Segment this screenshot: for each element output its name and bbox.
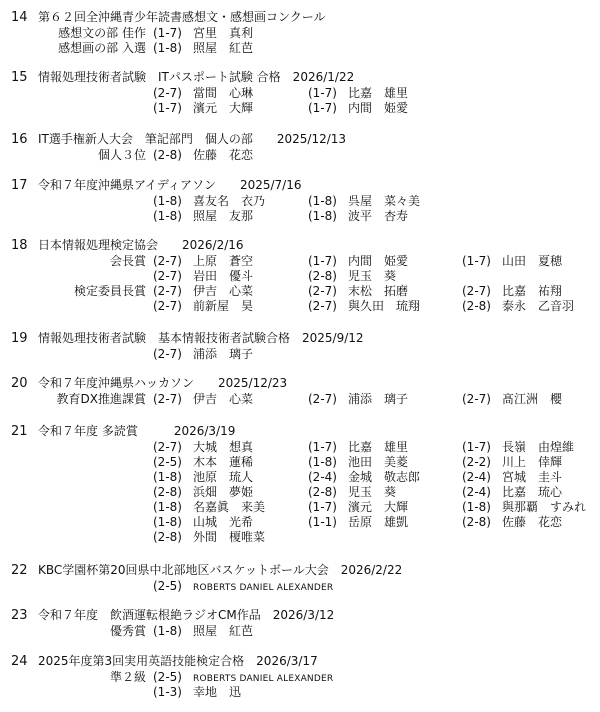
student-entry: [308, 440, 408, 455]
student-entry: [153, 41, 253, 56]
section-number: 14: [11, 10, 28, 25]
section-header: [0, 238, 600, 254]
student-entry: [153, 26, 253, 41]
student-name: 呉屋 菜々美: [348, 194, 421, 208]
student-name: 照屋 友那: [193, 209, 254, 223]
section-number: 20: [11, 376, 28, 391]
student-entry: [153, 194, 265, 209]
award-section: [0, 424, 600, 545]
award-row: [0, 254, 600, 269]
class-code: (2-8): [462, 299, 491, 313]
class-code: (2-7): [153, 269, 182, 283]
student-entry: [153, 392, 253, 407]
student-name: 照屋 紅芭: [193, 41, 254, 55]
section-number: 16: [11, 132, 28, 147]
student-entry: [462, 392, 562, 407]
class-code: (1-7): [462, 440, 491, 454]
section-title: 第６２回全沖縄青少年読書感想文・感想画コンクール: [38, 10, 326, 24]
award-section: [0, 654, 600, 700]
class-code: (2-7): [153, 440, 182, 454]
award-row: [0, 500, 600, 515]
award-row: [0, 347, 600, 362]
student-entry: [308, 392, 408, 407]
class-code: (1-8): [153, 41, 182, 55]
student-name: 髙江洲 櫻: [502, 392, 563, 406]
student-entry: [462, 440, 574, 455]
class-code: (2-4): [462, 485, 491, 499]
student-entry: [308, 209, 408, 224]
award-label: 検定委員長賞: [73, 284, 146, 298]
award-row: [0, 455, 600, 470]
student-entry: [153, 485, 253, 500]
award-section: [0, 238, 600, 314]
class-code: (1-7): [308, 440, 337, 454]
section-title: 令和７年度沖縄県アイディアソン 2025/7/16: [38, 178, 302, 192]
award-section: [0, 563, 600, 594]
award-row: [0, 470, 600, 485]
class-code: (2-4): [308, 470, 337, 484]
student-name: 木本 蓮稀: [193, 455, 254, 469]
student-entry: [308, 500, 408, 515]
section-header: [0, 331, 600, 347]
student-entry: [153, 579, 333, 596]
student-entry: [153, 254, 253, 269]
class-code: (2-8): [153, 485, 182, 499]
student-name: 伊吉 心菜: [193, 392, 254, 406]
section-number: 21: [11, 424, 28, 439]
section-header: [0, 424, 600, 440]
section-title: 2025年度第3回実用英語技能検定合格 2026/3/17: [38, 654, 318, 668]
class-code: (2-7): [153, 392, 182, 406]
student-entry: [153, 299, 253, 314]
award-label: 会長賞: [109, 254, 146, 268]
student-entry: [462, 284, 562, 299]
student-entry: [308, 194, 420, 209]
section-title: 令和７年度沖縄県ハッカソン 2025/12/23: [38, 376, 288, 390]
student-name: 大城 想真: [193, 440, 254, 454]
student-name: 宮里 真利: [193, 26, 254, 40]
class-code: (2-7): [308, 284, 337, 298]
student-entry: [153, 347, 253, 362]
award-row: [0, 86, 600, 101]
award-row: [0, 530, 600, 545]
student-name: 濱元 大輝: [348, 500, 409, 514]
section-header: [0, 70, 600, 86]
class-code: (2-8): [153, 530, 182, 544]
student-entry: [462, 299, 574, 314]
award-section: [0, 10, 600, 56]
student-entry: [153, 530, 265, 545]
student-entry: [153, 269, 253, 284]
student-name: 泰永 乙音羽: [502, 299, 575, 313]
student-entry: [308, 515, 408, 530]
student-name: 浦添 璃子: [193, 347, 254, 361]
section-number: 19: [11, 331, 28, 346]
award-section: [0, 132, 600, 163]
class-code: (2-7): [153, 347, 182, 361]
student-name: 幸地 迅: [193, 685, 242, 699]
student-name: 濱元 大輝: [193, 101, 254, 115]
class-code: (2-7): [153, 299, 182, 313]
award-section: [0, 376, 600, 407]
class-code: (1-7): [308, 86, 337, 100]
student-name: 岩田 優斗: [193, 269, 254, 283]
class-code: (1-8): [153, 209, 182, 223]
student-name: 比嘉 雄里: [348, 440, 409, 454]
student-name: 池原 琉人: [193, 470, 254, 484]
student-entry: [153, 209, 253, 224]
award-label: 優秀賞: [109, 624, 146, 638]
student-name: 前新屋 昊: [193, 299, 254, 313]
class-code: (1-7): [153, 26, 182, 40]
section-header: [0, 10, 600, 26]
award-row: [0, 269, 600, 284]
class-code: (1-7): [308, 101, 337, 115]
student-name: 比嘉 祐翔: [502, 284, 563, 298]
student-entry: [153, 284, 253, 299]
section-title: 情報処理技術者試験 基本情報技術者試験合格 2025/9/12: [38, 331, 364, 345]
student-name: 與那覇 すみれ: [502, 500, 587, 514]
class-code: (2-7): [462, 284, 491, 298]
award-row: [0, 299, 600, 314]
class-code: (2-7): [308, 299, 337, 313]
student-name: 喜友名 衣乃: [193, 194, 266, 208]
student-entry: [153, 515, 253, 530]
student-name: 與久田 琉翔: [348, 299, 421, 313]
student-name: 比嘉 琉心: [502, 485, 563, 499]
student-name: 児玉 葵: [348, 269, 397, 283]
student-entry: [462, 470, 562, 485]
section-number: 24: [11, 654, 28, 669]
student-name: 上原 蒼空: [193, 254, 254, 268]
class-code: (2-4): [462, 470, 491, 484]
student-name: 川上 倖輝: [502, 455, 563, 469]
section-header: [0, 178, 600, 194]
student-entry: [153, 624, 253, 639]
class-code: (2-7): [153, 254, 182, 268]
student-name: 内間 姫愛: [348, 101, 409, 115]
student-entry: [153, 86, 253, 101]
award-row: [0, 670, 600, 685]
student-entry: [308, 254, 408, 269]
student-entry: [153, 101, 253, 116]
class-code: (2-7): [153, 284, 182, 298]
award-section: [0, 178, 600, 224]
class-code: (2-8): [308, 485, 337, 499]
section-number: 15: [11, 70, 28, 85]
class-code: (2-5): [153, 579, 182, 593]
award-label: 感想画の部 入選: [58, 41, 146, 55]
section-number: 22: [11, 563, 28, 578]
student-entry: [462, 500, 586, 515]
class-code: (1-8): [153, 515, 182, 529]
student-name: 金城 敬志郎: [348, 470, 421, 484]
student-entry: [308, 455, 408, 470]
student-name: 児玉 葵: [348, 485, 397, 499]
student-entry: [308, 299, 420, 314]
class-code: (2-2): [462, 455, 491, 469]
student-name: 當間 心琳: [193, 86, 254, 100]
student-entry: [308, 485, 396, 500]
student-entry: [308, 101, 408, 116]
award-section: [0, 608, 600, 639]
class-code: (2-7): [462, 392, 491, 406]
class-code: (2-5): [153, 455, 182, 469]
award-row: [0, 685, 600, 700]
student-name: 長嶺 由煌維: [502, 440, 575, 454]
award-label: 個人３位: [97, 148, 146, 162]
student-entry: [308, 284, 408, 299]
section-title: 令和７年度 飲酒運転根絶ラジオCM作品 2026/3/12: [38, 608, 335, 622]
student-entry: [153, 500, 265, 515]
class-code: (1-8): [308, 455, 337, 469]
award-row: [0, 194, 600, 209]
student-name: 伊吉 心菜: [193, 284, 254, 298]
section-header: [0, 563, 600, 579]
section-title: IT選手権新人大会 筆記部門 個人の部 2025/12/13: [38, 132, 347, 146]
section-header: [0, 608, 600, 624]
student-name: 波平 杏寿: [348, 209, 409, 223]
section-number: 18: [11, 238, 28, 253]
student-entry: [153, 470, 253, 485]
award-row: [0, 624, 600, 639]
student-entry: [153, 440, 253, 455]
class-code: (1-7): [308, 254, 337, 268]
student-name: 照屋 紅芭: [193, 624, 254, 638]
section-header: [0, 132, 600, 148]
student-name: 佐藤 花恋: [502, 515, 563, 529]
section-number: 23: [11, 608, 28, 623]
class-code: (1-8): [462, 500, 491, 514]
award-label: 感想文の部 佳作: [58, 26, 146, 40]
class-code: (1-8): [308, 209, 337, 223]
student-name: 比嘉 雄里: [348, 86, 409, 100]
class-code: (2-8): [462, 515, 491, 529]
award-row: [0, 209, 600, 224]
award-row: [0, 41, 600, 56]
award-row: [0, 515, 600, 530]
class-code: (1-7): [462, 254, 491, 268]
student-entry: [153, 455, 253, 470]
award-row: [0, 26, 600, 41]
award-row: [0, 101, 600, 116]
student-name: 浦添 璃子: [348, 392, 409, 406]
class-code: (2-5): [153, 670, 182, 684]
section-header: [0, 654, 600, 670]
section-title: 情報処理技術者試験 ITパスポート試験 合格 2026/1/22: [38, 70, 355, 84]
student-entry: [462, 254, 562, 269]
student-name: 宮城 圭斗: [502, 470, 563, 484]
student-entry: [308, 86, 408, 101]
class-code: (2-7): [308, 392, 337, 406]
student-entry: [153, 685, 241, 700]
class-code: (1-1): [308, 515, 337, 529]
award-section: [0, 331, 600, 362]
award-row: [0, 392, 600, 407]
student-name: 浜畑 夢姫: [193, 485, 254, 499]
class-code: (2-8): [308, 269, 337, 283]
student-entry: [308, 269, 396, 284]
award-row: [0, 148, 600, 163]
student-entry: [308, 470, 420, 485]
student-name: 外間 榎唯菜: [193, 530, 266, 544]
student-name: 山城 光希: [193, 515, 254, 529]
award-section: [0, 70, 600, 116]
award-row: [0, 485, 600, 500]
class-code: (1-3): [153, 685, 182, 699]
student-name: 佐藤 花恋: [193, 148, 254, 162]
award-row: [0, 579, 600, 594]
student-entry: [462, 485, 562, 500]
student-name: ROBERTS DANIEL ALEXANDER: [193, 674, 334, 684]
student-name: ROBERTS DANIEL ALEXANDER: [193, 583, 334, 593]
class-code: (1-7): [308, 500, 337, 514]
class-code: (2-8): [153, 148, 182, 162]
student-name: 内間 姫愛: [348, 254, 409, 268]
award-row: [0, 440, 600, 455]
student-entry: [153, 148, 253, 163]
class-code: (1-8): [153, 624, 182, 638]
award-row: [0, 284, 600, 299]
student-name: 末松 拓磨: [348, 284, 409, 298]
student-name: 山田 夏穂: [502, 254, 563, 268]
student-entry: [462, 455, 562, 470]
class-code: (1-7): [153, 101, 182, 115]
student-entry: [462, 515, 562, 530]
award-label: 準２級: [109, 670, 146, 684]
class-code: (1-8): [308, 194, 337, 208]
award-label: 教育DX推進課賞: [56, 392, 146, 406]
class-code: (1-8): [153, 500, 182, 514]
student-name: 岳原 雄凱: [348, 515, 409, 529]
section-number: 17: [11, 178, 28, 193]
section-header: [0, 376, 600, 392]
section-title: KBC学園杯第20回県中北部地区バスケットボール大会 2026/2/22: [38, 563, 403, 577]
class-code: (1-8): [153, 470, 182, 484]
section-title: 日本情報処理検定協会 2026/2/16: [38, 238, 244, 252]
class-code: (2-7): [153, 86, 182, 100]
class-code: (1-8): [153, 194, 182, 208]
student-name: 名嘉眞 来美: [193, 500, 266, 514]
student-name: 池田 美菱: [348, 455, 409, 469]
section-title: 令和７年度 多読賞 2026/3/19: [38, 424, 236, 438]
